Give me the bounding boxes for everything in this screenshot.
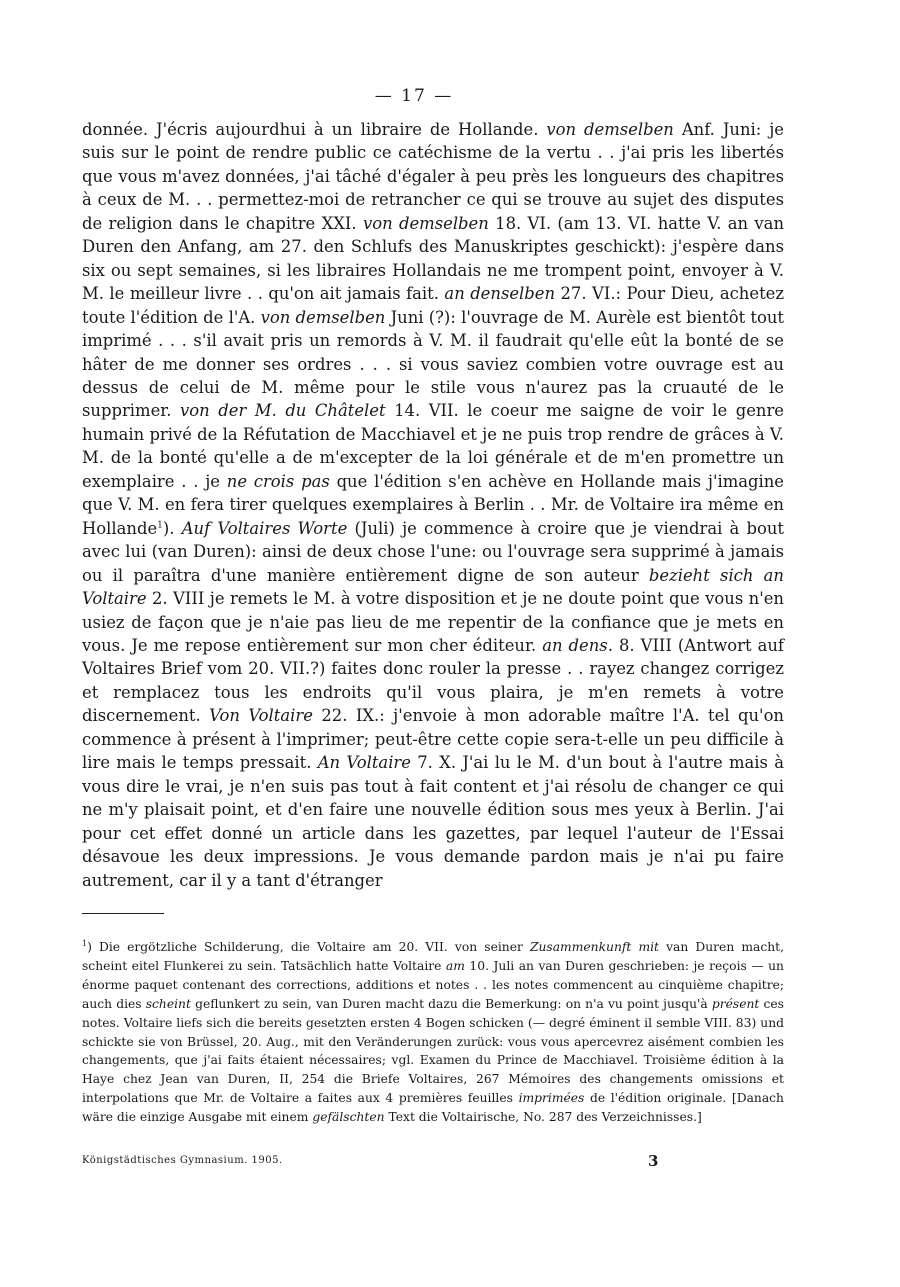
footnote-emphasis: gefälschten bbox=[312, 1110, 385, 1125]
footnote-text: de l'édition originale. [Danach wäre die einzige Ausgabe mit einem bbox=[82, 1091, 784, 1125]
text-run: ). bbox=[162, 518, 175, 538]
text-run: que l'édition s'en achève en Hollande mais j'imagine que V. M. en fera tirer quelques exemplaires à Berlin . . Mr. de Voltaire ira même en Hollande bbox=[82, 471, 784, 538]
text-run: 18. VI. (am 13. VI. hatte V. an van Duren den Anfang, am 27. den Schlufs des Manuskriptes geschickt): j'espère dans six ou sept semaines, si les libraires Hollandais ne me trompent point, envoyer à V. M. le meilleur livre . . qu'on ait jamais fait. bbox=[82, 213, 785, 304]
text-run: (Juli) je commence à croire que je viendrai à bout avec lui (van Duren): ainsi de deux chose l'une: ou l'ouvrage sera supprimé à jamais ou il paraîtra d'une manière entièrement digne de son auteur bbox=[82, 518, 785, 585]
text-run: 2. VIII je remets le M. à votre disposition et je ne doute point que vous n'en usiez de façon que je n'aie pas lieu de me repentir de la confiance que je mets en vous. Je me repose entièrement sur mon cher éditeur. bbox=[82, 589, 784, 655]
footnote-text: geflunkert zu sein, van Duren macht dazu die Bemerkung: on n'a vu point jusqu'à bbox=[195, 996, 708, 1011]
text-run: donnée. J'écris aujourdhui à un libraire de Hollande. bbox=[82, 120, 539, 139]
signature-mark: 3 bbox=[648, 1152, 659, 1170]
footnote-emphasis: présent bbox=[711, 996, 760, 1011]
correspondent-label: an denselben bbox=[444, 284, 556, 304]
correspondent-label: von demselben bbox=[260, 307, 386, 327]
footnote-divider bbox=[82, 913, 164, 914]
footnote-emphasis: scheint bbox=[145, 996, 191, 1011]
correspondent-label: An Voltaire bbox=[317, 753, 411, 773]
footnote-mark: 1 bbox=[82, 938, 88, 948]
page-number: — 17 — bbox=[374, 86, 454, 106]
main-text bbox=[82, 118, 784, 892]
footnote-emphasis: imprimées bbox=[518, 1091, 585, 1106]
correspondent-label: von der M. du Châtelet bbox=[180, 401, 386, 421]
correspondent-label: bezieht sich an Voltaire bbox=[82, 565, 784, 609]
footnote-emphasis: Zusammenkunft mit bbox=[529, 940, 659, 954]
text-run: 8. VIII (Antwort auf Voltaires Brief vom 20. VII.?) faites donc rouler la presse . . rayez changez corrigez et remplacez tous les endroits qu'il vous plaira, je m'en remets à votre discernement. bbox=[82, 635, 784, 726]
text-run: 14. VII. le coeur me saigne de voir le genre humain privé de la Réfutation de Macchiavel et je ne puis trop rendre de grâces à V. M. de la bonté qu'elle a de m'excepter de la loi générale et de m'en promettre un exemplaire . . je bbox=[82, 401, 784, 491]
footnote-emphasis: am bbox=[445, 958, 465, 973]
imprint: Königstädtisches Gymnasium. 1905. bbox=[82, 1155, 283, 1166]
main-paragraph bbox=[82, 118, 784, 892]
footnote-text: ) Die ergötzliche Schilderung, die Voltaire am 20. VII. von seiner bbox=[87, 940, 523, 954]
text-run: 7. X. J'ai lu le M. d'un bout à l'autre mais à vous dire le vrai, je n'en suis pas tout à fait content et j'ai résolu de changer ce qui ne m'y plaisait point, et d'en faire une nouvelle édition sous mes yeux à Berlin. J'ai pour cet effet donné un article dans les gazettes, par lequel l'auteur de l'Essai désavoue les deux impressions. Je vous demande pardon mais je n'ai pu faire autrement, car il y a tant d'étranger bbox=[82, 753, 784, 890]
text-run: 27. VI.: Pour Dieu, achetez toute l'édition de l'A. bbox=[82, 284, 784, 327]
footnote-text: 10. Juli an van Duren geschrieben: je reçois — un énorme paquet contenant des corrections, additions et notes . . les notes commencent au cinquième chapitre; auch dies bbox=[82, 958, 784, 1011]
footnote-reference: 1 bbox=[157, 520, 163, 531]
correspondent-label: von demselben bbox=[546, 120, 674, 139]
text-run: 22. IX.: j'envoie à mon adorable maître l'A. tel qu'on commence à présent à l'imprimer; peut-être cette copie sera-t-elle un peu difficile à lire mais le temps pressait. bbox=[82, 706, 784, 773]
emphasis: ne crois pas bbox=[226, 471, 330, 491]
text-run: Juni (?): l'ouvrage de M. Aurèle est bientôt tout imprimé . . . s'il avait pris un remords à V. M. il faudrait qu'elle eût la bonté de se hâter de me donner ses ordres . . . si vous saviez combien votre ouvrage est au dessus de celui de M. même pour le stile vous n'aurez pas la cruauté de le supprimer. bbox=[82, 307, 785, 421]
footnote-text: ces notes. Voltaire liefs sich die bereits gesetzten ersten 4 Bogen schicken (— degré éminent il semble VIII. 83) und schickte sie von Brüssel, 20. Aug., mit den Veränderungen zurück: vous vous apercevrez aisément combien les changements, que j'ai faits étaient nécessaires; vgl. Examen du Prince de Macchiavel. Troisième édition à la Haye chez Jean van Duren, II, 254 die Briefe Voltaires, 267 Mémoires des changements omissions et interpolations que Mr. de Voltaire a faites aux 4 premières feuilles bbox=[82, 996, 784, 1106]
correspondent-label: an dens. bbox=[542, 635, 613, 655]
correspondent-label: von demselben bbox=[362, 213, 489, 233]
correspondent-label: Auf Voltaires Worte bbox=[181, 518, 348, 538]
text-run: Anf. Juni: je suis sur le point de rendre public ce catéchisme de la vertu . . j'ai pris les libertés que vous m'avez données, j'ai tâché d'égaler à peu près les longueurs des chapitres à ceux de M. . . permettez-moi de retrancher ce qui se trouve au sujet des disputes de religion dans le chapitre XXI. bbox=[82, 120, 785, 233]
correspondent-label: Von Voltaire bbox=[209, 706, 313, 726]
footnote bbox=[82, 938, 784, 1127]
footnote-text: van Duren macht, scheint eitel Flunkerei zu sein. Tatsächlich hatte Voltaire bbox=[82, 940, 784, 973]
footnote-text: Text die Voltairische, No. 287 des Verzeichnisses.] bbox=[388, 1110, 702, 1125]
